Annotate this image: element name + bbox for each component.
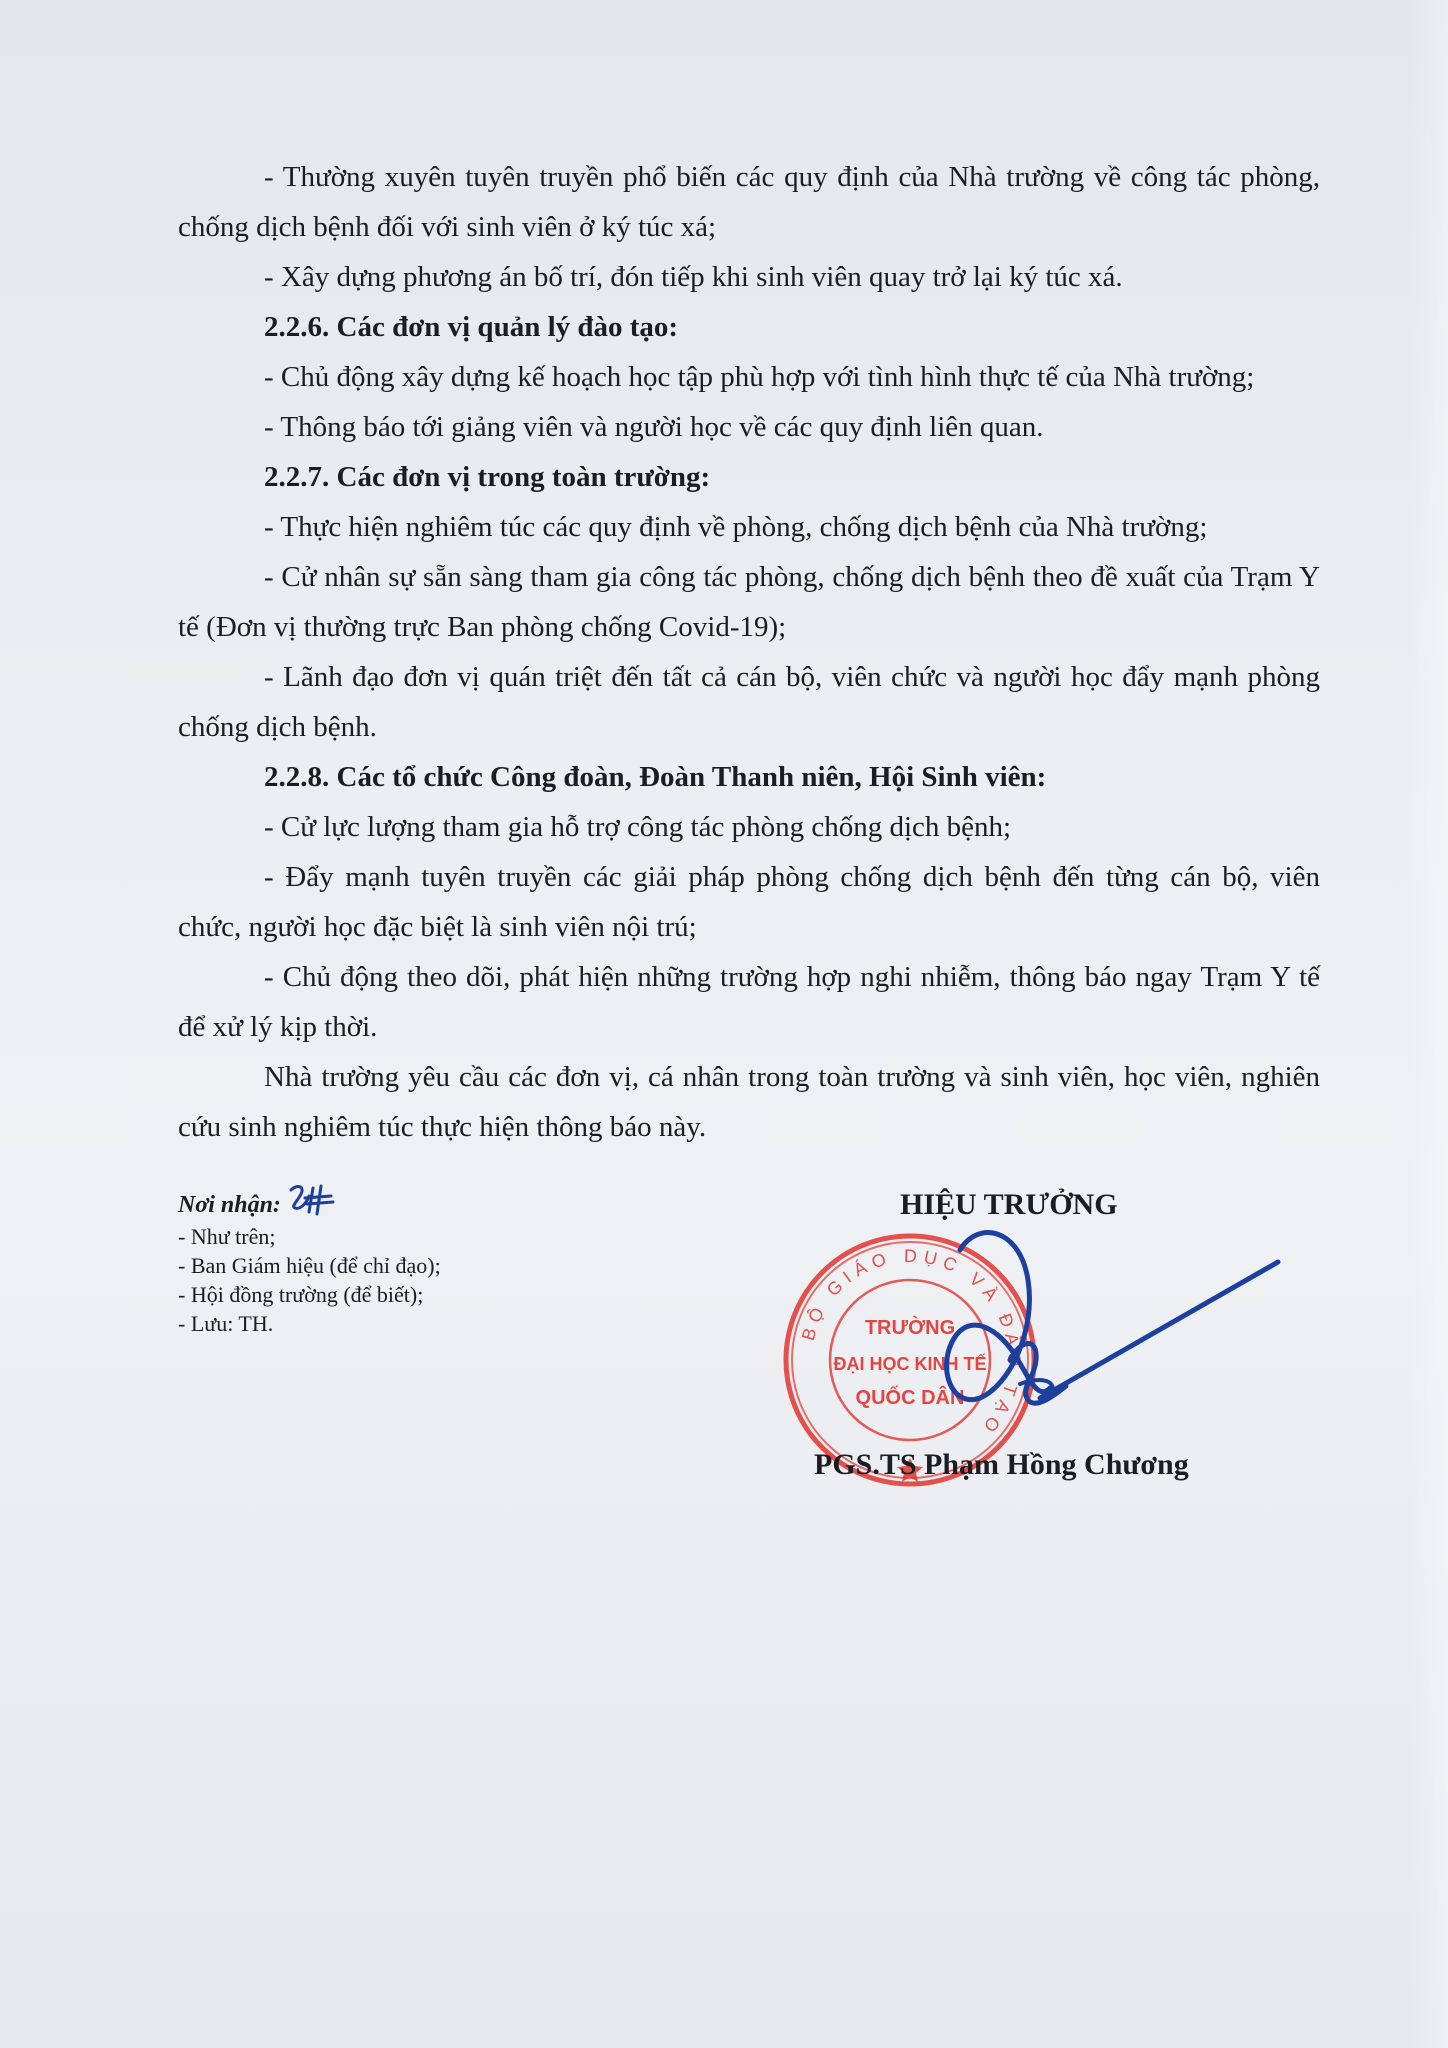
svg-text:TRƯỜNG: TRƯỜNG bbox=[864, 1317, 956, 1339]
closing-paragraph: Nhà trường yêu cầu các đơn vị, cá nhân trong toàn trường và sinh viên, học viên, nghiên cứu sinh nghiêm túc thực hiện thông báo này. bbox=[178, 1061, 1320, 1143]
paragraph: - Lãnh đạo đơn vị quán triệt đến tất cả cán bộ, viên chức và người học đẩy mạnh phòng chống dịch bệnh. bbox=[178, 661, 1320, 743]
paragraph: - Thực hiện nghiêm túc các quy định về phòng, chống dịch bệnh của Nhà trường; bbox=[264, 511, 1208, 543]
svg-text:BỘ GIÁO DỤC VÀ ĐÀO TẠO: BỘ GIÁO DỤC VÀ ĐÀO TẠO bbox=[797, 1245, 1025, 1441]
svg-text:ĐẠI HỌC KINH TẾ: ĐẠI HỌC KINH TẾ bbox=[833, 1354, 987, 1374]
paragraph: - Chủ động xây dựng kế hoạch học tập phù hợp với tình hình thực tế của Nhà trường; bbox=[264, 361, 1255, 393]
paragraph: - Xây dựng phương án bố trí, đón tiếp khi sinh viên quay trở lại ký túc xá. bbox=[264, 261, 1123, 293]
paragraph: - Cử nhân sự sẵn sàng tham gia công tác phòng, chống dịch bệnh theo đề xuất của Trạm Y tế (Đơn vị thường trực Ban phòng chống Covid-19); bbox=[178, 561, 1320, 643]
paragraph: - Thường xuyên tuyên truyền phổ biến các quy định của Nhà trường về công tác phòng, chống dịch bệnh đối với sinh viên ở ký túc xá; bbox=[178, 161, 1320, 243]
section-heading: 2.2.8. Các tổ chức Công đoàn, Đoàn Thanh niên, Hội Sinh viên: bbox=[264, 761, 1047, 793]
document-body bbox=[178, 152, 1320, 1152]
svg-text:QUỐC DÂN: QUỐC DÂN bbox=[855, 1387, 965, 1409]
signer-name: PGS.TS Phạm Hồng Chương bbox=[814, 1448, 1189, 1481]
paragraph: - Cử lực lượng tham gia hỗ trợ công tác phòng chống dịch bệnh; bbox=[264, 811, 1012, 843]
section-heading: 2.2.6. Các đơn vị quản lý đào tạo: bbox=[264, 311, 679, 343]
handwritten-mark-icon bbox=[287, 1182, 343, 1216]
recipients-title-text: Nơi nhận: bbox=[178, 1192, 281, 1218]
recipient-item: - Lưu: TH. bbox=[178, 1311, 274, 1336]
signer-title: HIỆU TRƯỞNG bbox=[900, 1188, 1118, 1221]
paragraph: - Đẩy mạnh tuyên truyền các giải pháp phòng chống dịch bệnh đến từng cán bộ, viên chức, người học đặc biệt là sinh viên nội trú; bbox=[178, 861, 1320, 943]
recipient-item: - Như trên; bbox=[178, 1224, 276, 1249]
signature-block bbox=[780, 1180, 1300, 1510]
handwritten-signature-icon bbox=[860, 1210, 1300, 1440]
section-heading: 2.2.7. Các đơn vị trong toàn trường: bbox=[264, 461, 711, 493]
paragraph: - Thông báo tới giảng viên và người học về các quy định liên quan. bbox=[264, 411, 1044, 443]
recipient-item: - Hội đồng trường (để biết); bbox=[178, 1282, 424, 1307]
recipients-title bbox=[178, 1182, 698, 1220]
paragraph: - Chủ động theo dõi, phát hiện những trường hợp nghi nhiễm, thông báo ngay Trạm Y tế để xử lý kịp thời. bbox=[178, 961, 1320, 1043]
recipients-block bbox=[178, 1182, 698, 1338]
recipient-item: - Ban Giám hiệu (để chỉ đạo); bbox=[178, 1253, 441, 1278]
